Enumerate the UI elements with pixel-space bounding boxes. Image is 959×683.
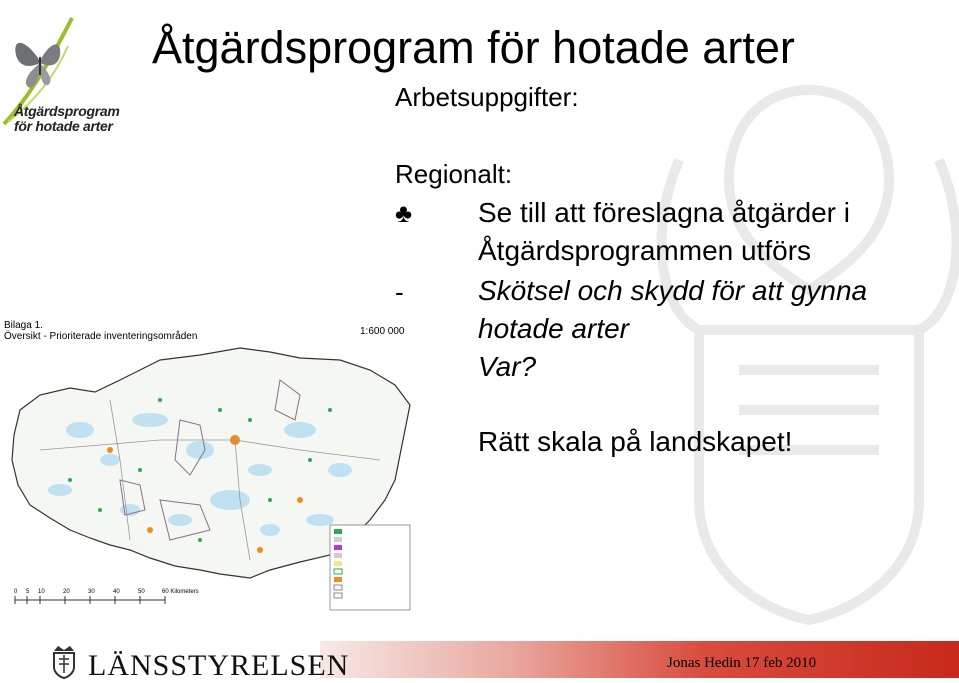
- watermark-crest-icon: [639, 30, 959, 630]
- scalebar-label: 5: [26, 589, 30, 595]
- logo-text: [14, 104, 119, 134]
- scalebar-label: 0: [14, 589, 18, 595]
- organization-name: LÄNSSTYRELSEN: [88, 649, 350, 682]
- bullet-line-1: Se till att föreslagna åtgärder i: [478, 197, 850, 228]
- dash-line-1: Skötsel och skydd för att gynna: [478, 275, 868, 306]
- scalebar-label: 30: [88, 589, 95, 595]
- map-title-line2: Översikt - Prioriterade inventeringsområden: [4, 331, 198, 342]
- map-scale: 1:600 000: [360, 326, 405, 337]
- dash-bullet: -: [395, 277, 404, 307]
- scalebar-label: 50: [138, 589, 145, 595]
- conclusion-text: Rätt skala på landskapet!: [478, 426, 793, 457]
- author-date: Jonas Hedin 17 feb 2010: [667, 655, 817, 671]
- bullet-line-2: Åtgärdsprogrammen utförs: [478, 235, 812, 266]
- dash-line-2: hotade arter: [478, 313, 629, 344]
- footer-gradient-bar: [320, 641, 959, 678]
- logo-text-line1: Åtgärdsprogram: [14, 103, 120, 119]
- page-title: Åtgärdsprogram för hotade arter: [152, 22, 795, 73]
- scalebar-labels: [14, 589, 214, 599]
- crown-crest-icon: [46, 643, 82, 679]
- scalebar-label: 20: [63, 589, 70, 595]
- section-heading: Regionalt:: [395, 159, 513, 189]
- scalebar-label: 60 Kilometers: [162, 589, 199, 595]
- scalebar-label: 10: [38, 589, 45, 595]
- dash-line-3: Var?: [478, 351, 537, 382]
- footer: [0, 641, 959, 682]
- scalebar-label: 40: [113, 589, 120, 595]
- subtitle: Arbetsuppgifter:: [395, 82, 579, 112]
- club-bullet-icon: ♣: [395, 198, 413, 228]
- logo-text-line2: för hotade arter: [14, 118, 113, 134]
- map-title-line1: Bilaga 1.: [4, 320, 43, 331]
- region-map: [0, 300, 430, 620]
- map-legend: [330, 525, 410, 610]
